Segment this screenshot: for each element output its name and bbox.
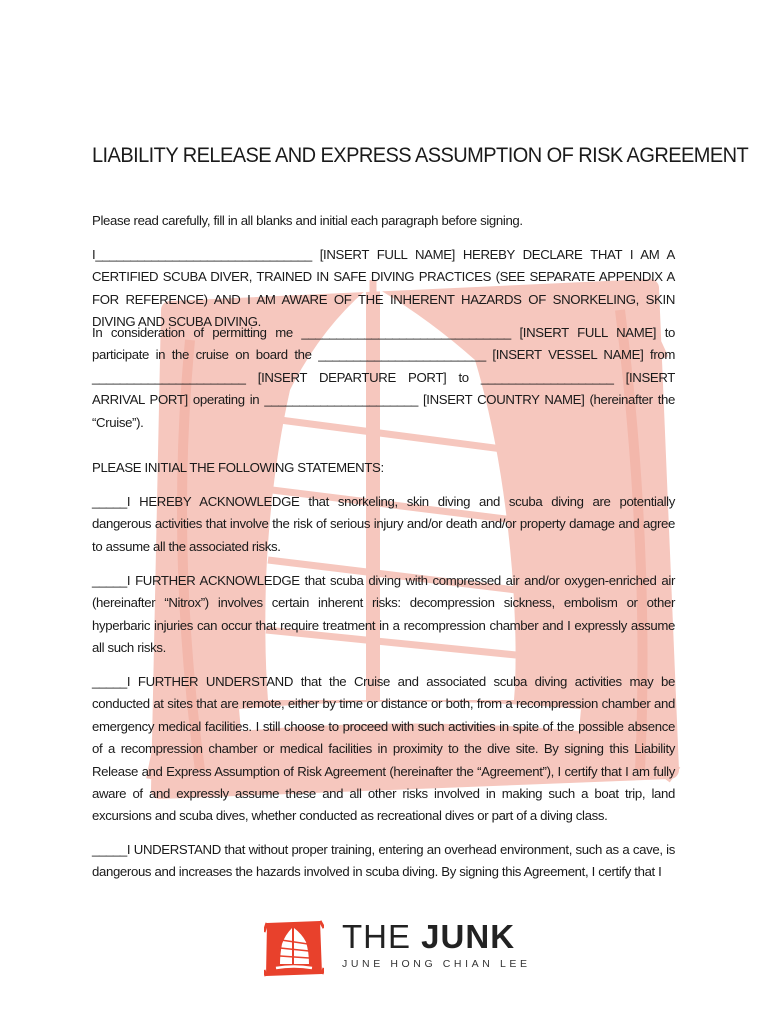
initials-heading: PLEASE INITIAL THE FOLLOWING STATEMENTS:: [92, 460, 384, 475]
junk-boat-sail-icon: [264, 918, 324, 978]
consideration-paragraph: In consideration of permitting me ______________________________ [INSERT FULL NAME] to participate in the cruise on board the ________________________ [INSERT VESSEL NAME] from ______________________ [INSERT DEPARTURE PORT] to ___________________ [INSERT ARRIVAL PORT] operating in ______________________ [INSERT COUNTRY NAME] (hereinafter the “Cruise”).: [92, 325, 675, 430]
document-title: LIABILITY RELEASE AND EXPRESS ASSUMPTION OF RISK AGREEMENT: [92, 143, 749, 167]
brand-main: JUNK: [421, 918, 516, 955]
brand-name: [342, 918, 531, 956]
statement-further-understand: _____I FURTHER UNDERSTAND that the Cruise and associated scuba diving activities may be conducted at sites that are remote, either by time or distance or both, from a recompression chamber and emergency medical facilities. I still choose to proceed with such activities in spite of the possible absence of a recompression chamber or medical facilities in proximity to the dive site. By signing this Liability Release and Express Assumption of Risk Agreement (hereinafter the “Agreement”), I certify that I am fully aware of and expressly assume these and all other risks involved in making such a boat trip, land excursions and scuba dives, whether conducted as recreational dives or part of a diving class.: [92, 674, 675, 824]
intro-instruction: Please read carefully, fill in all blanks and initial each paragraph before signing.: [92, 213, 523, 228]
statement-understand-overhead: _____I UNDERSTAND that without proper training, entering an overhead environment, such as a cave, is dangerous and increases the hazards involved in scuba diving. By signing this Agreement, I certify that I: [92, 842, 675, 880]
brand-prefix: THE: [342, 918, 411, 955]
footer-logo: [264, 918, 531, 978]
declaration-paragraph: I_______________________________ [INSERT FULL NAME] HEREBY DECLARE THAT I AM A CERTIFIED SCUBA DIVER, TRAINED IN SAFE DIVING PRACTICES (SEE SEPARATE APPENDIX A FOR REFERENCE) AND I AM AWARE OF THE INHERENT HAZARDS OF SNORKELING, SKIN DIVING AND SCUBA DIVING.: [92, 247, 675, 330]
statement-further-acknowledge: _____I FURTHER ACKNOWLEDGE that scuba diving with compressed air and/or oxygen-enriched air (hereinafter “Nitrox”) involves certain inherent risks: decompression sickness, embolism or other hyperbaric injuries can occur that require treatment in a recompression chamber and I expressly assume all such risks.: [92, 573, 675, 656]
brand-tagline: JUNE HONG CHIAN LEE: [342, 958, 531, 970]
statement-acknowledge: _____I HEREBY ACKNOWLEDGE that snorkeling, skin diving and scuba diving are potentially dangerous activities that involve the risk of serious injury and/or death and/or property damage and agree to assume all the associated risks.: [92, 494, 675, 554]
